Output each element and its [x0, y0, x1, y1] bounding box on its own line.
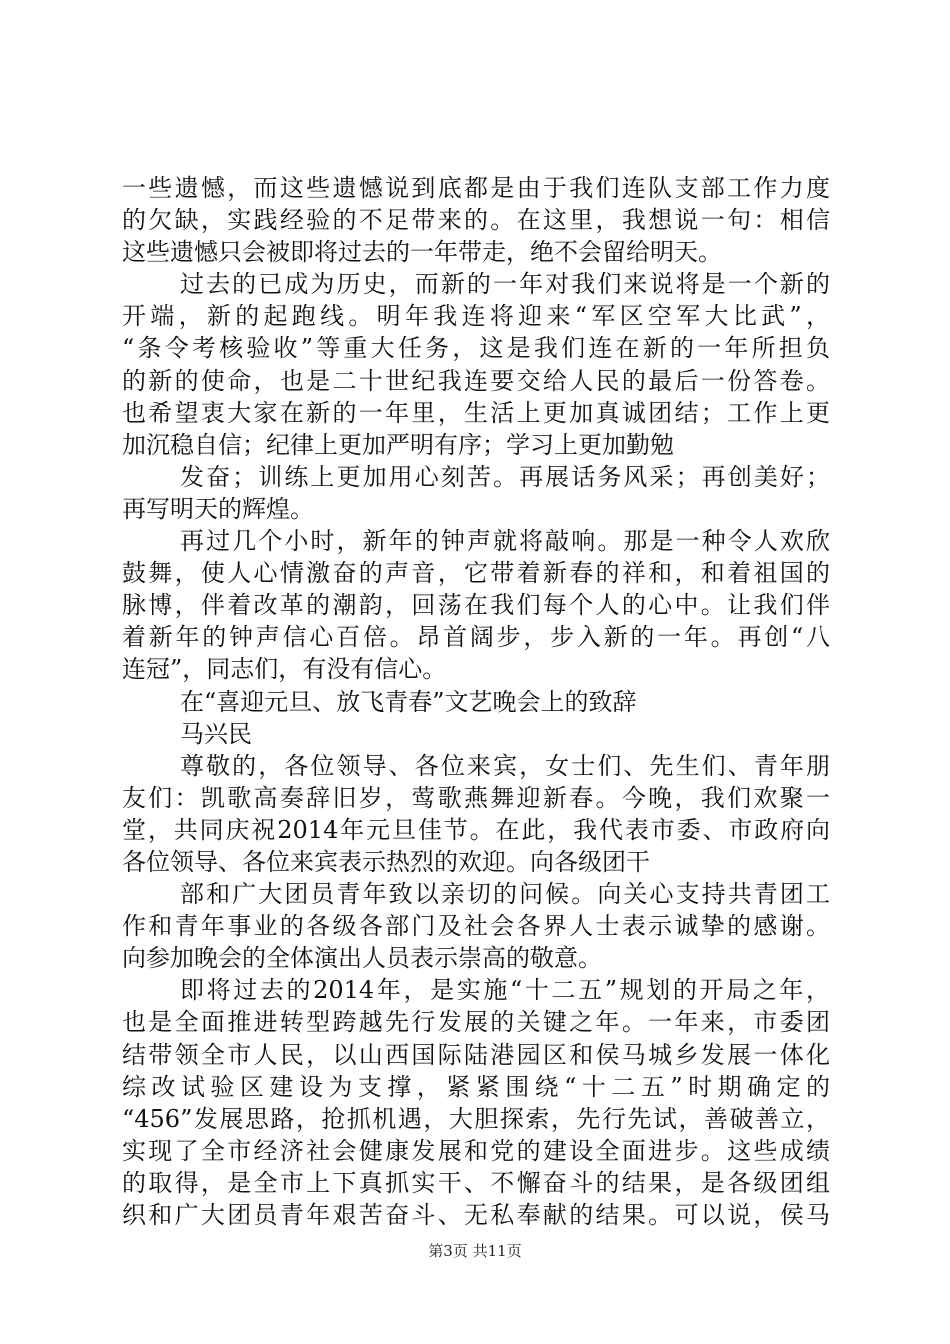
- text-line: 一些遗憾，而这些遗憾说到底都是由于我们连队支部工作力度: [122, 174, 830, 202]
- text-line: 即将过去的2014年，是实施“十二五”规划的开局之年，: [180, 976, 830, 1005]
- text-line: 友们：凯歌高奏辞旧岁，莺歌燕舞迎新春。今晚，我们欢聚一: [122, 783, 830, 812]
- text-line: “条令考核验收”等重大任务，这是我们连在新的一年所担负: [122, 334, 830, 363]
- text-line: 再过几个小时，新年的钟声就将敲响。那是一种令人欢欣: [180, 527, 830, 556]
- text-line: 的取得，是全市上下真抓实干、不懈奋斗的结果，是各级团组: [122, 1168, 830, 1197]
- text-line: 的新的使命，也是二十世纪我连要交给人民的最后一份答卷。: [122, 366, 830, 395]
- page-number-label: 第3页 共11页: [428, 1242, 522, 1260]
- text-line: 结带领全市人民，以山西国际陆港园区和侯马城乡发展一体化: [122, 1040, 830, 1069]
- text-line: 堂，共同庆祝2014年元旦佳节。在此，我代表市委、市政府向: [122, 815, 830, 844]
- text-line: 尊敬的，各位领导、各位来宾，女士们、先生们、青年朋: [180, 751, 830, 780]
- text-line: 综改试验区建设为支撑，紧紧围绕“十二五”时期确定的: [122, 1072, 830, 1101]
- text-line: 实现了全市经济社会健康发展和党的建设全面进步。这些成绩: [122, 1136, 830, 1165]
- text-line: 着新年的钟声信心百倍。昂首阔步，步入新的一年。再创“八: [122, 623, 830, 652]
- text-line: 向参加晚会的全体演出人员表示崇高的敬意。: [122, 944, 602, 973]
- text-line: 鼓舞，使人心情激奋的声音，它带着新春的祥和，和着祖国的: [122, 559, 830, 588]
- text-line: 马兴民: [180, 719, 252, 748]
- text-line: 这些遗憾只会被即将过去的一年带走，绝不会留给明天。: [122, 238, 722, 267]
- text-line: 连冠”，同志们，有没有信心。: [122, 655, 447, 684]
- text-line: 再写明天的辉煌。: [122, 494, 314, 523]
- text-line: 作和青年事业的各级各部门及社会各界人士表示诚挚的感谢。: [122, 912, 830, 941]
- document-body: [122, 172, 830, 1231]
- text-line: 织和广大团员青年艰苦奋斗、无私奉献的结果。可以说，侯马: [122, 1201, 830, 1229]
- text-line: 过去的已成为历史，而新的一年对我们来说将是一个新的: [180, 270, 830, 299]
- text-line: 加沉稳自信；纪律上更加严明有序；学习上更加勤勉: [122, 430, 674, 459]
- text-line: 在“喜迎元旦、放飞青春”文艺晚会上的致辞: [180, 687, 637, 716]
- text-line: 开端，新的起跑线。明年我连将迎来“军区空军大比武”，: [122, 302, 830, 331]
- text-line: 各位领导、各位来宾表示热烈的欢迎。向各级团干: [122, 847, 650, 876]
- text-line: 也是全面推进转型跨越先行发展的关键之年。一年来，市委团: [122, 1008, 830, 1037]
- text-line: 部和广大团员青年致以亲切的问候。向关心支持共青团工: [180, 880, 830, 909]
- text-line: 也希望衷大家在新的一年里，生活上更加真诚团结；工作上更: [122, 398, 830, 427]
- page-footer: [0, 1241, 950, 1261]
- text-line: “456”发展思路，抢抓机遇，大胆探索，先行先试，善破善立，: [122, 1104, 830, 1133]
- text-line: 发奋；训练上更加用心刻苦。再展话务风采；再创美好；: [180, 462, 830, 491]
- text-line: 脉博，伴着改革的潮韵，回荡在我们每个人的心中。让我们伴: [122, 591, 830, 620]
- text-line: 的欠缺，实践经验的不足带来的。在这里，我想说一句：相信: [122, 206, 830, 235]
